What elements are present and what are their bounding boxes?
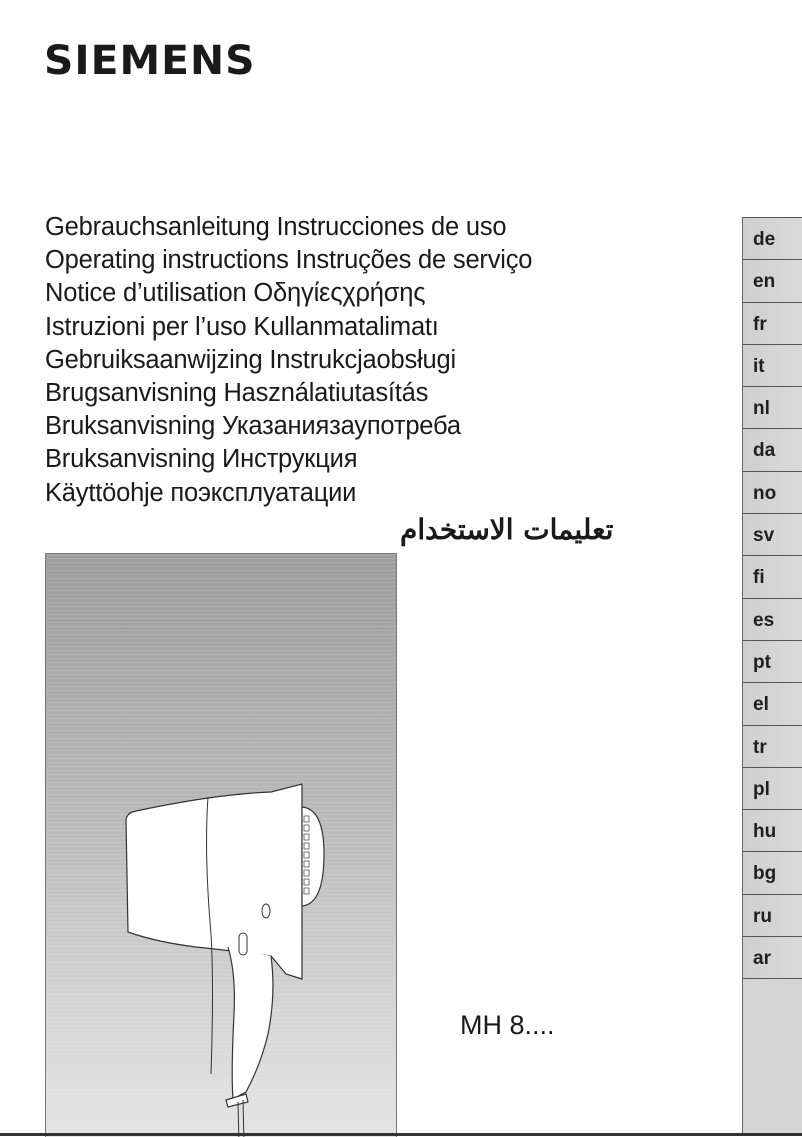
model-number: MH 8....	[460, 1010, 555, 1040]
language-tabs	[742, 217, 802, 1136]
tab-no[interactable]: no	[743, 471, 802, 513]
tab-divider	[743, 978, 802, 979]
tab-ru[interactable]: ru	[743, 894, 802, 936]
title-line: Istruzioni per l’uso Kullanmatalimatı	[45, 312, 439, 341]
tab-sv[interactable]: sv	[743, 513, 802, 555]
tab-bg[interactable]: bg	[743, 851, 802, 893]
tab-en[interactable]: en	[743, 259, 802, 301]
tab-da[interactable]: da	[743, 428, 802, 470]
tab-nl[interactable]: nl	[743, 386, 802, 428]
tab-de[interactable]: de	[743, 217, 802, 259]
tab-pt[interactable]: pt	[743, 640, 802, 682]
tab-es[interactable]: es	[743, 598, 802, 640]
tab-hu[interactable]: hu	[743, 809, 802, 851]
tab-it[interactable]: it	[743, 344, 802, 386]
tab-fr[interactable]: fr	[743, 302, 802, 344]
title-line: Bruksanvisning Инструкция	[45, 445, 358, 474]
title-line: Gebruiksaanwijzing Instrukcjaobsługi	[45, 345, 456, 374]
arabic-title: تعليمات الاستخدام	[400, 513, 614, 546]
hair-dryer-icon	[46, 554, 396, 1137]
tab-pl[interactable]: pl	[743, 767, 802, 809]
tab-el[interactable]: el	[743, 682, 802, 724]
title-line: Brugsanvisning Használatiutasítás	[45, 379, 429, 408]
title-list	[45, 211, 532, 510]
title-line: Operating instructions Instruções de serviço	[45, 246, 533, 275]
tab-fi[interactable]: fi	[743, 555, 802, 597]
tab-tr[interactable]: tr	[743, 725, 802, 767]
product-image-panel	[45, 553, 397, 1137]
title-line: Notice d’utilisation Οδηγίεςχρήσης	[45, 279, 426, 308]
siemens-logo: SIEMENS	[44, 38, 256, 84]
title-line: Bruksanvisning Указаниязаупотреба	[45, 412, 461, 441]
tab-ar[interactable]: ar	[743, 936, 802, 978]
title-line: Käyttöohje поэксплуатации	[45, 478, 357, 507]
title-line: Gebrauchsanleitung Instrucciones de uso	[45, 213, 507, 241]
